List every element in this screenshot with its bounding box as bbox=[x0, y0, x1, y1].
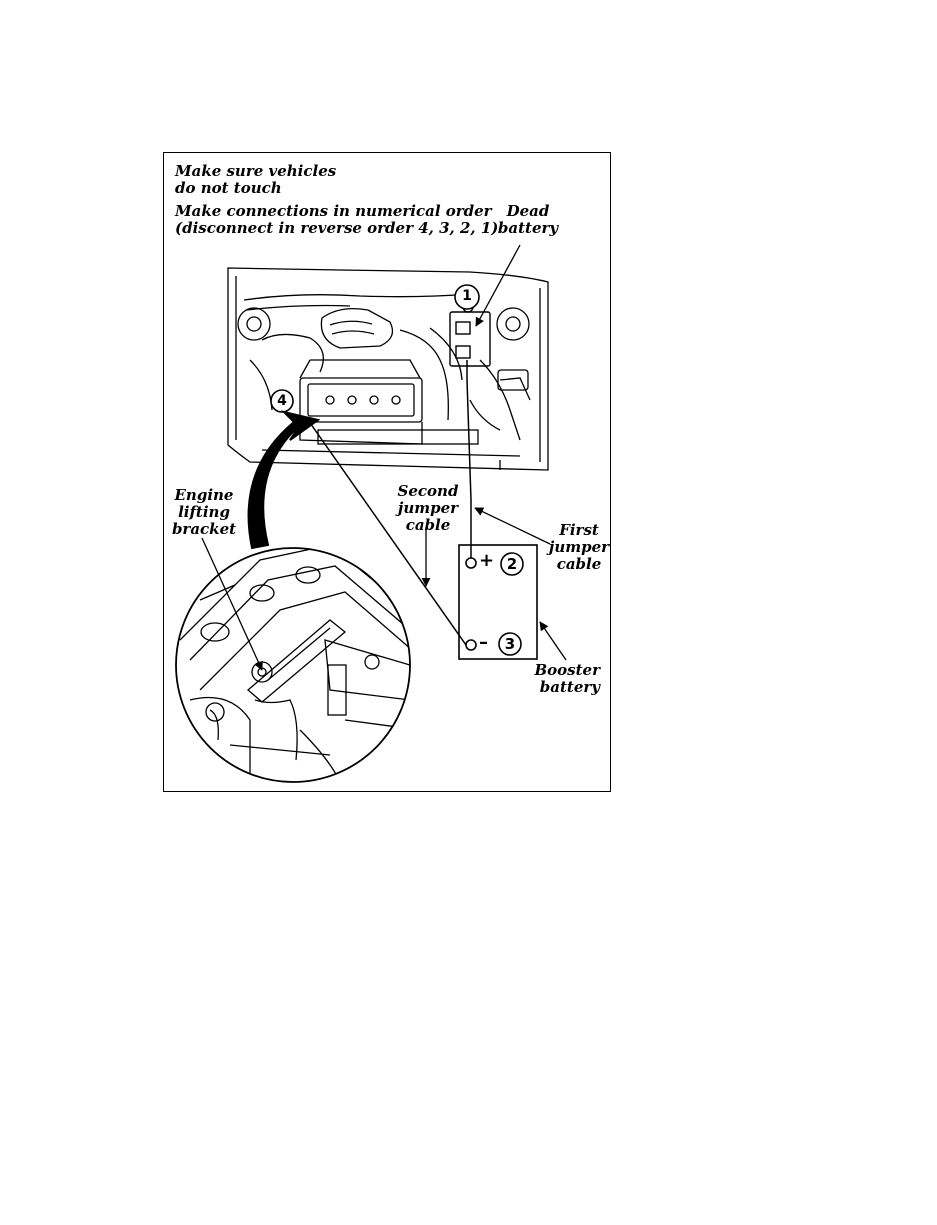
second-cable-label-1: Second bbox=[397, 482, 459, 500]
step-4-number: 4 bbox=[277, 393, 287, 409]
first-cable-label-3: cable bbox=[556, 555, 602, 573]
first-cable-label-1: First bbox=[559, 521, 599, 539]
second-cable-label-3: cable bbox=[405, 516, 451, 534]
first-cable-label-2: jumper bbox=[548, 538, 610, 556]
instruction-line-3: Make connections in numerical order bbox=[175, 202, 492, 220]
negative-terminal-sign: – bbox=[479, 632, 488, 653]
dead-battery-label-1: Dead bbox=[506, 202, 550, 220]
instruction-line-4: (disconnect in reverse order 4, 3, 2, 1) bbox=[175, 219, 499, 237]
step-1-number: 1 bbox=[462, 288, 472, 304]
instruction-line-2: do not touch bbox=[175, 179, 282, 197]
positive-terminal-sign: + bbox=[479, 550, 495, 571]
detail-magnifier bbox=[176, 545, 420, 782]
engine-bracket-label-2: lifting bbox=[178, 503, 230, 521]
instruction-line-1: Make sure vehicles bbox=[175, 162, 337, 180]
step-3-number: 3 bbox=[504, 635, 516, 653]
dead-battery-label-2: battery bbox=[497, 219, 559, 237]
second-cable-label-2: jumper bbox=[397, 499, 459, 517]
booster-battery-label-2: battery bbox=[539, 678, 600, 696]
step-2-number: 2 bbox=[506, 555, 518, 573]
booster-battery-drawing bbox=[459, 545, 537, 659]
engine-bracket-label-1: Engine bbox=[174, 486, 234, 504]
booster-battery-label-1: Booster bbox=[534, 661, 600, 679]
detail-pointer-arrow bbox=[249, 412, 318, 548]
engine-bracket-label-3: bracket bbox=[171, 520, 237, 538]
